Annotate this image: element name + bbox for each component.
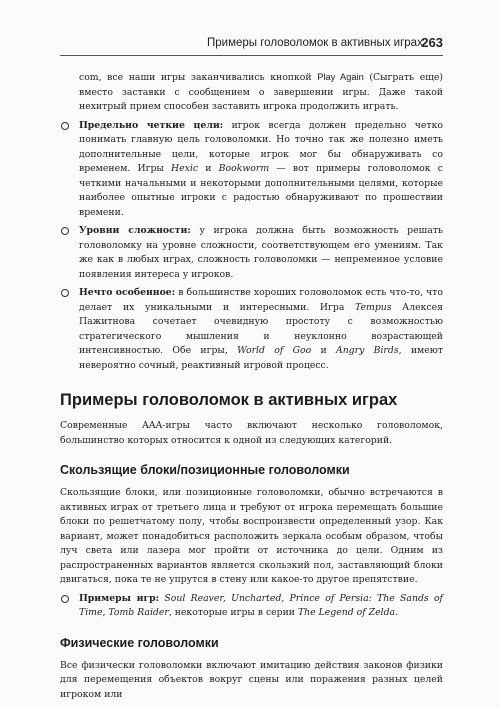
page-number: 263 xyxy=(421,35,443,50)
bullet-list xyxy=(60,119,443,374)
page-body xyxy=(60,70,443,702)
subsection-heading-physics: Физические головоломки xyxy=(60,635,219,650)
running-header xyxy=(60,33,443,53)
header-rule xyxy=(60,55,443,56)
physics-paragraph: Все физически головоломки включают имитацию действия законов физики для перемещения объектов вокруг сцены или поражения разных целей игроком или xyxy=(60,659,443,700)
bullet-icon xyxy=(61,289,69,297)
bullet-icon xyxy=(61,595,69,603)
subsection-heading-sliding-blocks: Скользящие блоки/позиционные головоломки xyxy=(60,463,350,477)
sliding-blocks-paragraph: Скользящие блоки, или позиционные головоломки, обычно встречаются в активных играх от третьего лица и требуют от игрока перемещать большие блоки по решетчатому полу, чтобы воспроизвести определенный узор. Как вариант, может понадобиться расположить зеркала особым образом, чтобы луч света или лазера мог пройти от источника до цели. Одним из распространенных вариантов является скользкий пол, заставляющий блоки двигаться, пока те не упрутся в стену или какое-то другое препятствие. xyxy=(60,487,443,585)
bullet-icon xyxy=(61,122,69,130)
list-item: Уровни сложности: у игрока должна быть возможность решать головоломку на уровне сложности, соответствующем его умениям. Так же как в любых играх, сложность головоломки — непременное условие появления интереса у игроков. xyxy=(60,224,443,282)
play-again-label: Play Again xyxy=(317,72,364,82)
list-item: Примеры игр: Soul Reaver, Uncharted, Prince of Persia: The Sands of Time, Tomb Raider, некоторые игры в серии The Legend of Zelda. xyxy=(60,592,443,621)
list-item: Предельно четкие цели: игрок всегда должен предельно четко понимать главную цель головоломки. Но точно так же полезно иметь дополнительные цели, которые игрок мог бы обнаруживать со временем. Игры Hexic и Bookworm — вот примеры головоломок с четкими начальными и некоторыми дополнительными целями, которые наиболее опытные игроки с радостью обнаруживают по прошествии времени. xyxy=(60,119,443,221)
section-paragraph: Современные AAA-игры часто включают несколько головоломок, большинство которых относится к одной из следующих категорий. xyxy=(60,420,443,446)
list-item: Нечто особенное: в большинстве хороших головоломок есть что-то, что делает их уникальными и интересными. Игра Tempus Алексея Пажитнова сочетает очевидную простоту с возможностью стратегического мышления и неуклонно возрастающей интенсивностью. Обе игры, World of Goo и Angry Birds, имеют невероятно сочный, реактивный игровой процесс. xyxy=(60,286,443,373)
section-heading: Примеры головоломок в активных играх xyxy=(60,391,398,409)
examples-list xyxy=(60,592,443,621)
running-header-title: Примеры головоломок в активных играх xyxy=(207,37,423,49)
bullet-icon xyxy=(61,227,69,235)
intro-paragraph: com, все наши игры заканчивались кнопкой Play Again (Сыграть еще) вместо заставки с сообщением о завершении игры. Даже такой нехитрый прием способен заставить игрока продолжить играть. xyxy=(79,72,443,112)
